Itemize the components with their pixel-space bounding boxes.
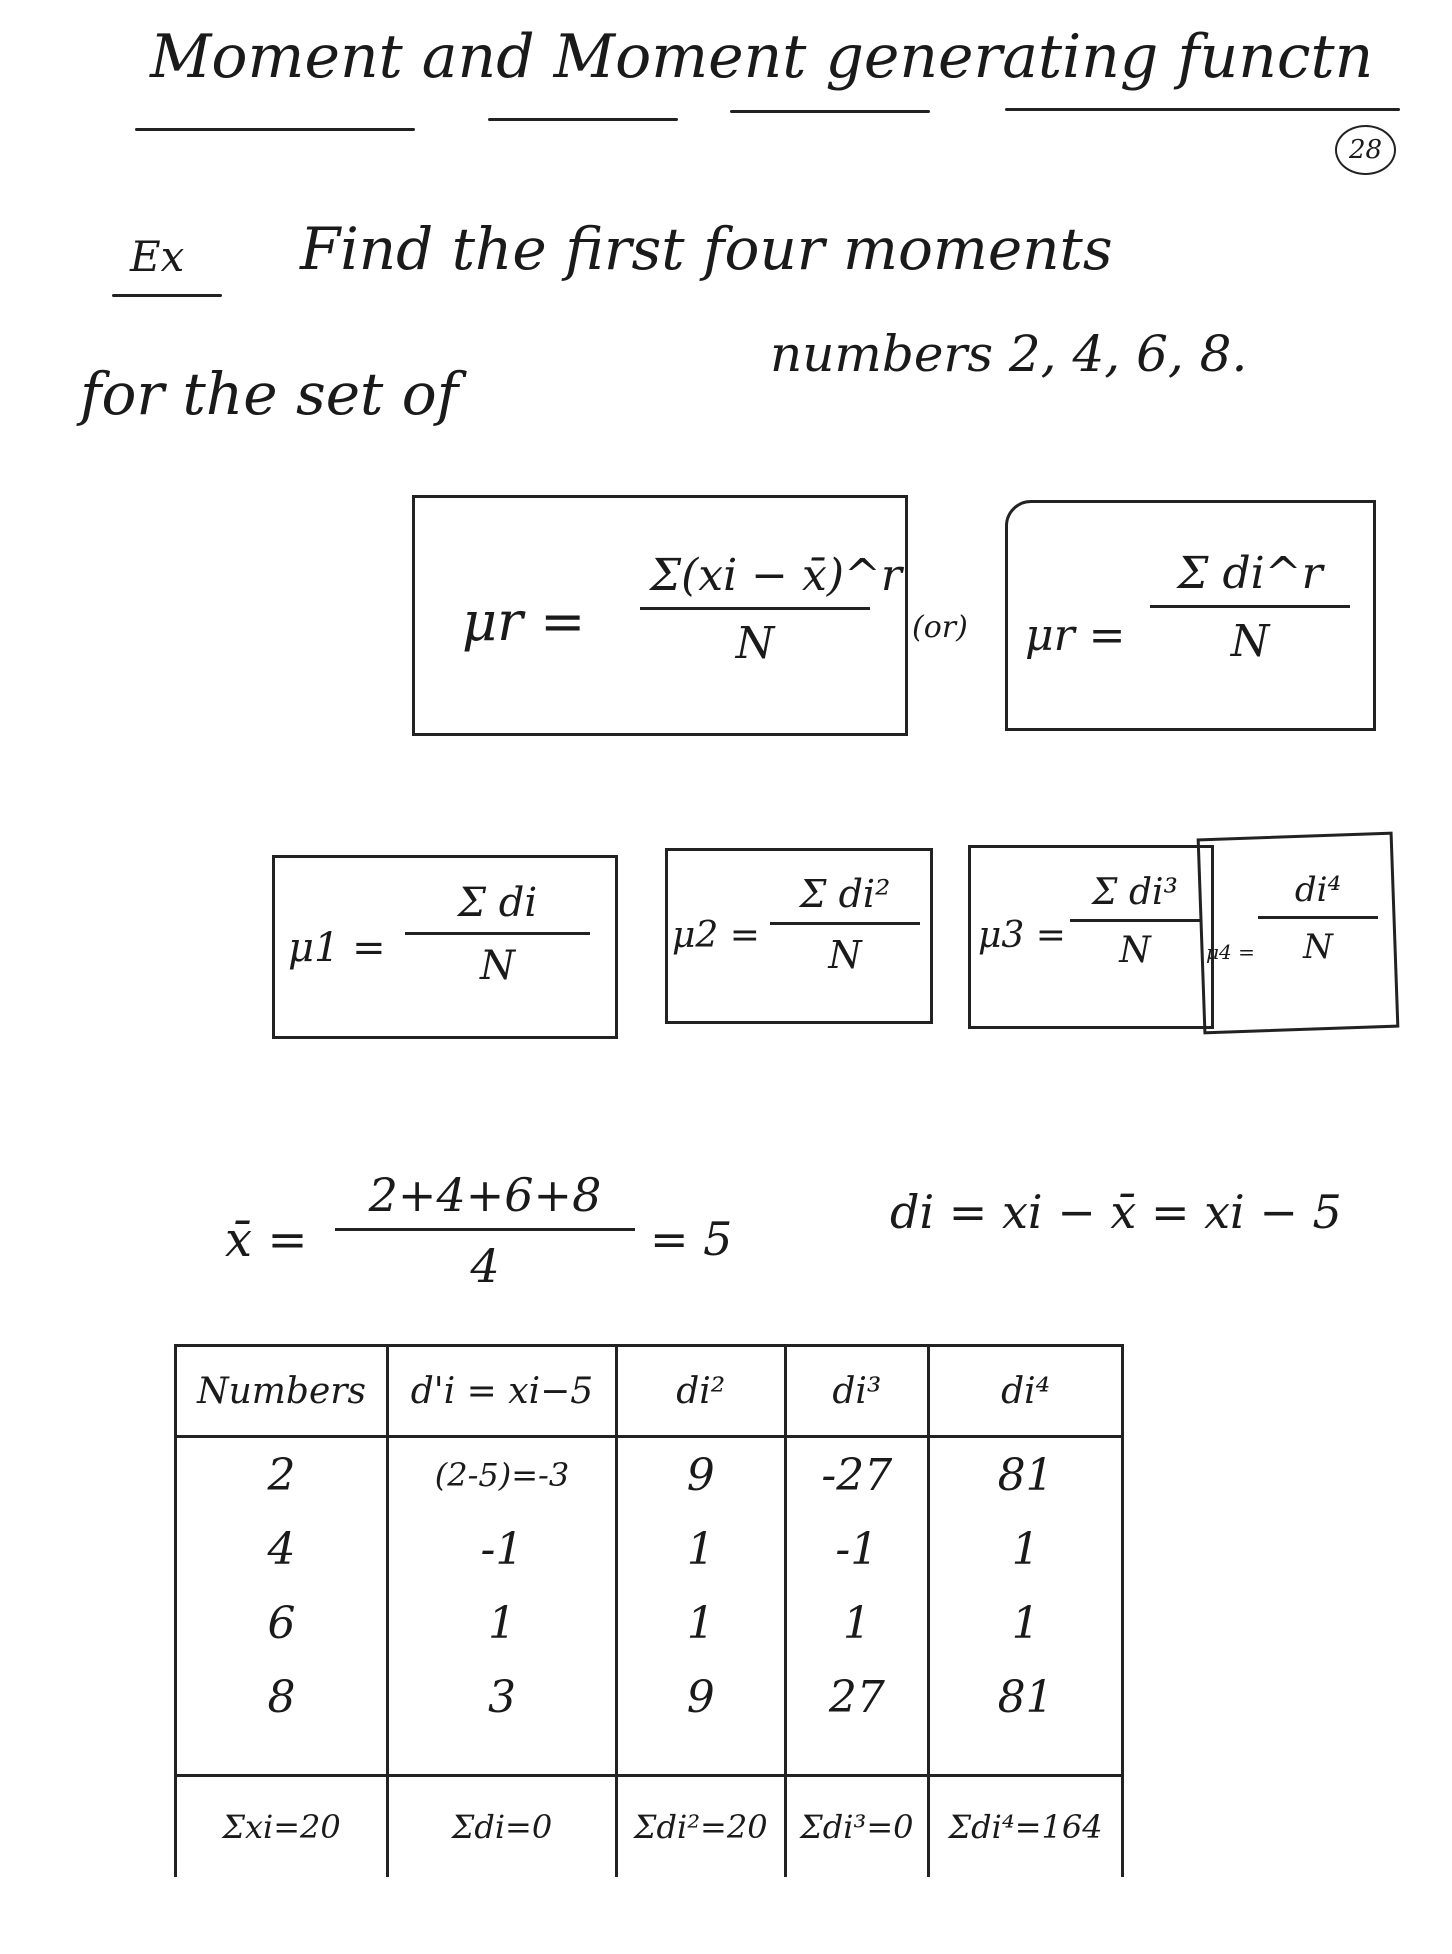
mean-denominator: 4: [470, 1239, 500, 1293]
formula-general-lhs: μr =: [462, 590, 586, 653]
example-label-underline: [112, 294, 222, 297]
title-underline-1: [135, 128, 415, 131]
cell-d-cubed: -27: [785, 1437, 929, 1513]
cell-d-fourth: 81: [929, 1660, 1123, 1734]
formula-mu2-lhs: μ2 =: [672, 915, 760, 956]
total-sum-x: Σxi=20: [176, 1776, 388, 1878]
formula-mu4-fraction: [1258, 870, 1378, 967]
total-sum-d-squared: Σdi²=20: [616, 1776, 785, 1878]
example-line-2-left: for the set of: [80, 360, 459, 428]
formula-connector: (or): [912, 610, 968, 645]
moments-table: [174, 1344, 1124, 1877]
formula-general-denominator: N: [735, 618, 775, 669]
cell-d-fourth: 81: [929, 1437, 1123, 1513]
formula-alternate-denominator: N: [1230, 616, 1270, 667]
formula-alternate-numerator: Σ di^r: [1150, 548, 1350, 608]
formula-mu2-denominator: N: [828, 933, 862, 977]
formula-mu4-lhs: μ4 =: [1206, 940, 1255, 964]
cell-d-cubed: 1: [785, 1586, 929, 1660]
table-row: [176, 1512, 1123, 1586]
formula-mu3-lhs: μ3 =: [978, 915, 1066, 956]
formula-mu1-denominator: N: [480, 943, 515, 989]
cell-deviation: (2-5)=-3: [388, 1437, 617, 1513]
page-number: 28: [1335, 125, 1396, 175]
column-header-d-cubed: di³: [785, 1346, 929, 1437]
mean-fraction: [335, 1168, 635, 1293]
total-sum-d-cubed: Σdi³=0: [785, 1776, 929, 1878]
column-header-d-squared: di²: [616, 1346, 785, 1437]
example-label: Ex: [130, 232, 185, 281]
formula-mu1-numerator: Σ di: [405, 880, 590, 935]
cell-deviation: -1: [388, 1512, 617, 1586]
mean-numerator: 2+4+6+8: [335, 1168, 635, 1231]
title-underline-2: [488, 118, 678, 121]
cell-d-squared: 9: [616, 1660, 785, 1734]
cell-deviation: 1: [388, 1586, 617, 1660]
formula-alternate-fraction: [1150, 548, 1350, 667]
cell-d-squared: 1: [616, 1512, 785, 1586]
cell-d-fourth: 1: [929, 1586, 1123, 1660]
column-header-numbers: Numbers: [176, 1346, 388, 1437]
mean-result: = 5: [650, 1212, 733, 1266]
table-spacer-row: [176, 1734, 1123, 1776]
column-header-d-fourth: di⁴: [929, 1346, 1123, 1437]
formula-mu3-fraction: [1070, 872, 1200, 971]
cell-d-squared: 9: [616, 1437, 785, 1513]
column-header-deviation: d'i = xi−5: [388, 1346, 617, 1437]
table-header-row: [176, 1346, 1123, 1437]
formula-mu2-numerator: Σ di²: [770, 872, 920, 925]
cell-number: 4: [176, 1512, 388, 1586]
cell-number: 2: [176, 1437, 388, 1513]
formula-general-fraction: [640, 550, 902, 669]
table-row: [176, 1437, 1123, 1513]
cell-d-squared: 1: [616, 1586, 785, 1660]
deviation-definition: di = xi − x̄ = xi − 5: [890, 1185, 1342, 1239]
title-underline-3: [730, 110, 930, 113]
total-sum-d: Σdi=0: [388, 1776, 617, 1878]
cell-d-cubed: 27: [785, 1660, 929, 1734]
cell-number: 8: [176, 1660, 388, 1734]
table-row: [176, 1586, 1123, 1660]
example-line-1: Find the first four moments: [300, 215, 1113, 283]
cell-number: 6: [176, 1586, 388, 1660]
mean-lhs: x̄ =: [225, 1212, 308, 1268]
formula-mu4-numerator: di⁴: [1258, 870, 1378, 919]
formula-alternate-lhs: μr =: [1025, 610, 1126, 661]
formula-mu3-numerator: Σ di³: [1070, 872, 1200, 922]
formula-mu1-fraction: [405, 880, 590, 989]
example-line-2-right: numbers 2, 4, 6, 8.: [770, 325, 1248, 383]
formula-mu4-denominator: N: [1303, 927, 1333, 967]
cell-deviation: 3: [388, 1660, 617, 1734]
cell-d-cubed: -1: [785, 1512, 929, 1586]
total-sum-d-fourth: Σdi⁴=164: [929, 1776, 1123, 1878]
cell-d-fourth: 1: [929, 1512, 1123, 1586]
table-row: [176, 1660, 1123, 1734]
formula-general-numerator: Σ(xi − x̄)^r: [640, 550, 870, 610]
formula-mu3-denominator: N: [1119, 930, 1151, 971]
title-underline-4: [1005, 108, 1400, 111]
page-title: Moment and Moment generating functn: [150, 22, 1374, 92]
formula-mu1-lhs: μ1 =: [288, 925, 386, 971]
formula-mu2-fraction: [770, 872, 920, 977]
table-totals-row: [176, 1776, 1123, 1878]
